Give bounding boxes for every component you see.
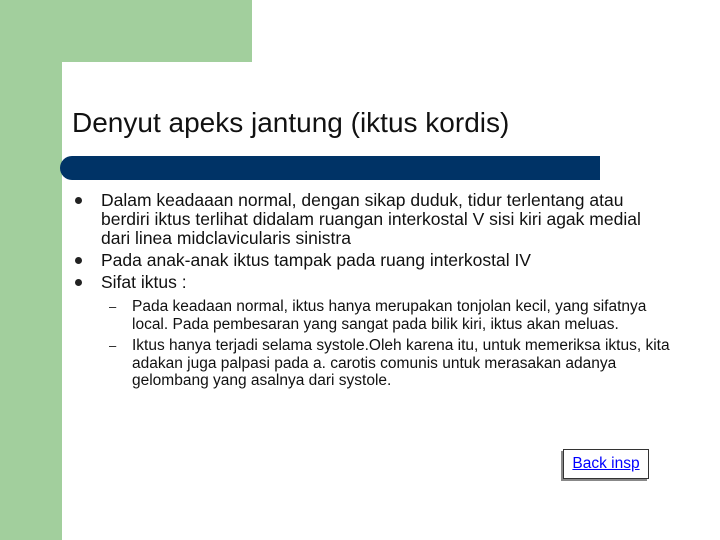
bullet-text: Pada anak-anak iktus tampak pada ruang interkostal IV	[101, 250, 531, 270]
title-underline-bar	[60, 156, 600, 180]
bullet-item	[72, 273, 672, 390]
bullet-dot-icon	[75, 257, 82, 264]
sub-bullet-text: Pada keadaan normal, iktus hanya merupakan tonjolan kecil, yang sifatnya local. Pada pembesaran yang sangat pada bilik kiri, iktus akan meluas.	[132, 298, 647, 333]
sub-bullet-item	[101, 298, 672, 333]
decorative-green-top-block	[0, 0, 252, 62]
bullet-text: Dalam keadaaan normal, dengan sikap duduk, tidur terlentang atau berdiri iktus terlihat didalam ruangan interkostal V sisi kiri agak medial dari linea midclavicularis sinistra	[101, 190, 641, 248]
slide-title: Denyut apeks jantung (iktus kordis)	[72, 107, 510, 138]
dash-icon: –	[109, 299, 117, 314]
bullet-dot-icon	[75, 279, 82, 286]
decorative-green-sidebar	[0, 0, 62, 540]
sub-bullet-item	[101, 337, 672, 390]
back-insp-button[interactable]	[563, 449, 649, 479]
back-insp-link[interactable]: Back insp	[572, 455, 640, 472]
bullet-text: Sifat iktus :	[101, 272, 187, 292]
bullet-list	[72, 191, 672, 394]
sub-bullet-list	[101, 298, 672, 390]
sub-bullet-text: Iktus hanya terjadi selama systole.Oleh karena itu, untuk memeriksa iktus, kita adakan juga palpasi pada a. carotis comunis untuk merasakan adanya gelombang yang asalnya dari systole.	[132, 337, 670, 389]
dash-icon: –	[109, 338, 117, 353]
bullet-item	[72, 251, 672, 270]
bullet-item	[72, 191, 672, 248]
bullet-dot-icon	[75, 197, 82, 204]
